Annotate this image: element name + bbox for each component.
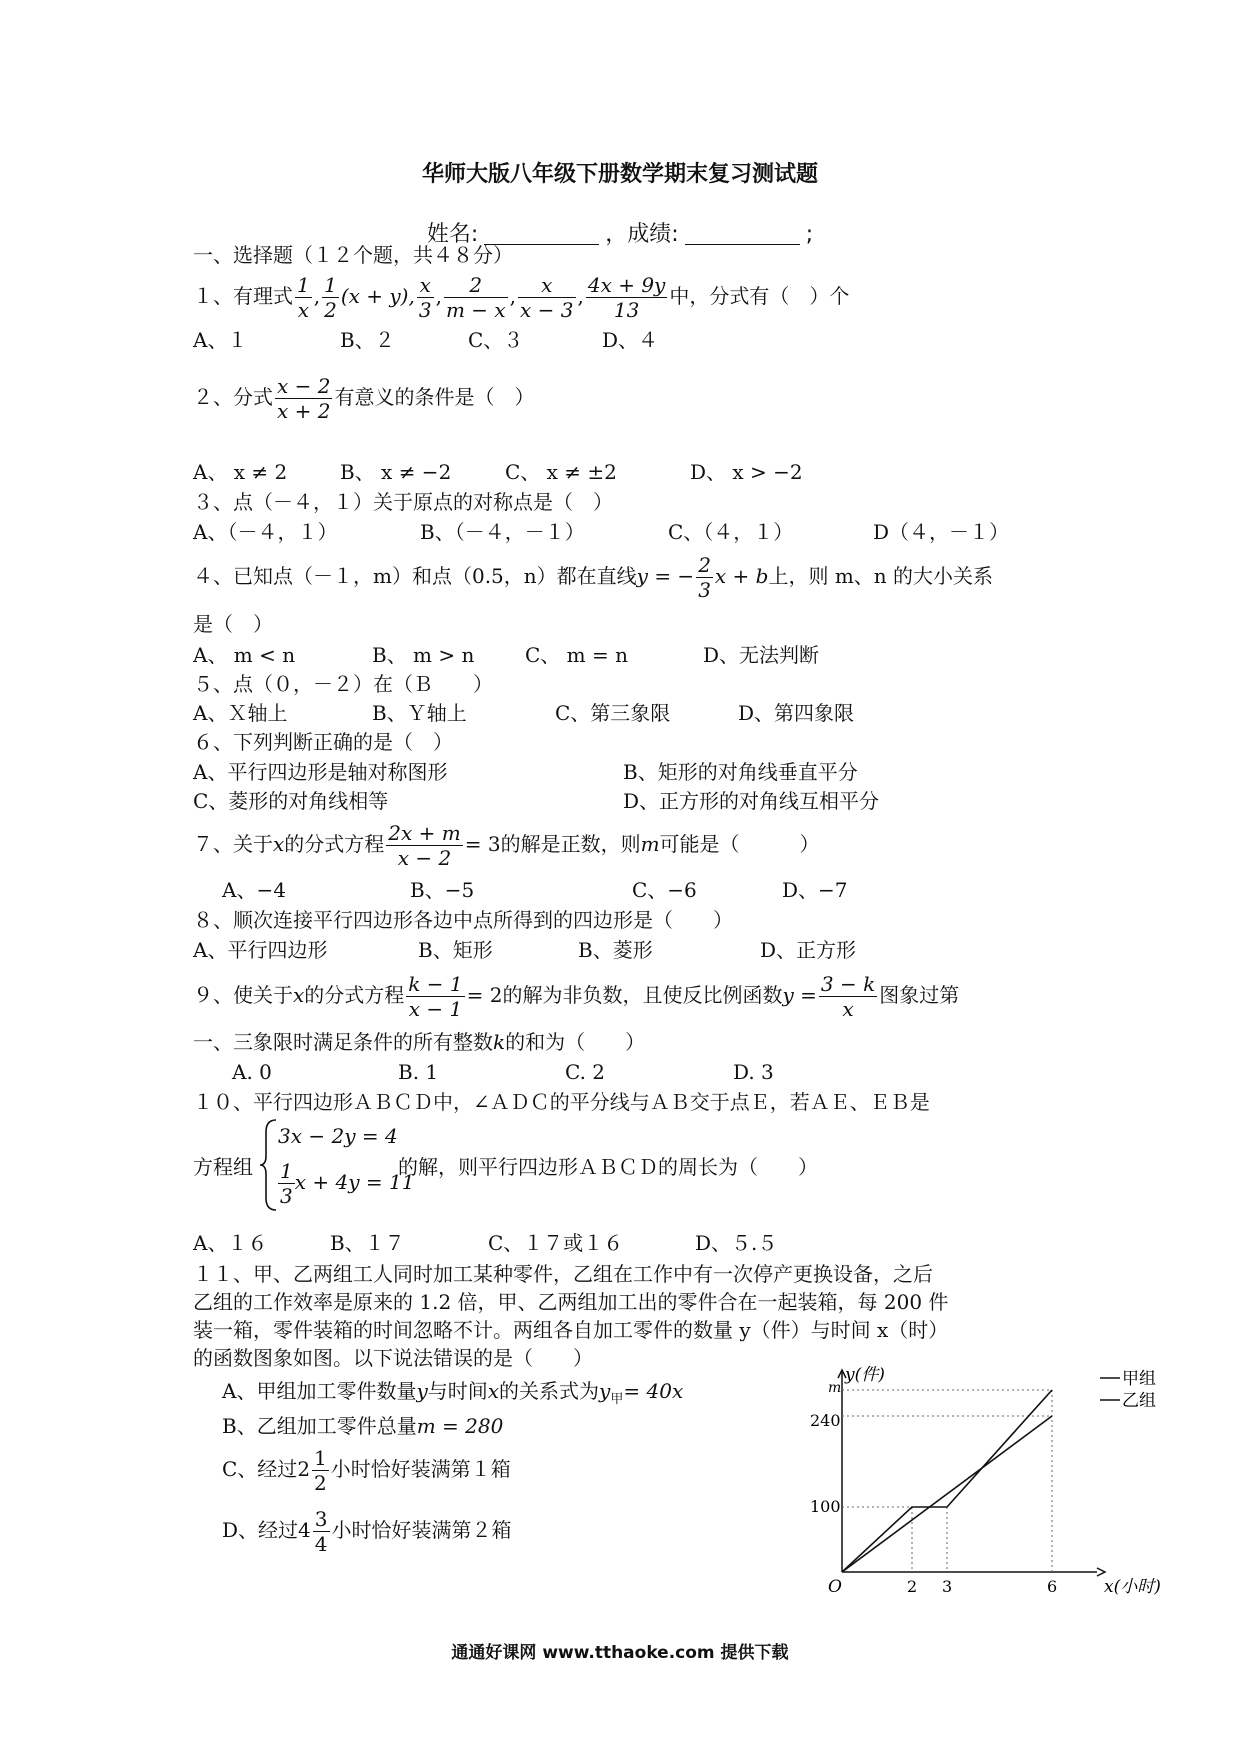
q7-option-d[interactable]: D、−7: [782, 878, 848, 902]
q10-brace: [258, 1118, 278, 1212]
q7-prefix: ７、关于: [193, 832, 273, 856]
q7-suffix: 的解是正数，则: [500, 832, 641, 856]
q10-system-label: 方程组: [193, 1155, 253, 1179]
q6-option-c[interactable]: C、菱形的对角线相等: [193, 789, 389, 813]
q7-option-a[interactable]: A、−4: [222, 878, 286, 902]
q1-frac-4: $\frac{2}{m - x}$: [445, 273, 506, 322]
q8-option-c[interactable]: B、菱形: [578, 938, 653, 962]
question-9-line2: 一、三象限时满足条件的所有整数k的和为（ ）: [193, 1030, 646, 1054]
q1-option-b[interactable]: B、２: [340, 328, 395, 352]
tick-x-6: 6: [1047, 1577, 1058, 1596]
q7-mid: 的分式方程: [284, 832, 385, 856]
page-title: 华师大版八年级下册数学期末复习测试题: [421, 162, 818, 187]
q4-eq-right: x + b: [714, 564, 769, 588]
question-11-line3: 装一箱，零件装箱的时间忽略不计。两组各自加工零件的数量 y（件）与时间 x（时）: [193, 1318, 949, 1342]
tick-y-m: m: [828, 1380, 842, 1396]
q11-option-a[interactable]: A、甲组加工零件数量y与时间x的关系式为$y_甲= 40x$: [222, 1379, 684, 1407]
q8-option-a[interactable]: A、平行四边形: [193, 938, 328, 962]
q4-fraction: $\frac{2}{3}$: [698, 553, 711, 602]
q3-option-c[interactable]: C、（４，１）: [668, 520, 794, 544]
legend-label-2: 乙组: [1122, 1391, 1156, 1411]
name-label: 姓名:: [426, 222, 479, 247]
name-row-end: ;: [805, 222, 814, 247]
q10-option-b[interactable]: B、１７: [330, 1231, 405, 1255]
q2-option-d[interactable]: D、 x > −2: [690, 460, 803, 484]
q6-option-d[interactable]: D、正方形的对角线互相平分: [623, 789, 880, 813]
name-blank[interactable]: [484, 224, 599, 245]
question-4-line2: 是（ ）: [193, 612, 273, 636]
tick-x-2: 2: [907, 1577, 918, 1596]
q9-option-d[interactable]: D. 3: [733, 1060, 774, 1084]
question-11-line1: １１、甲、乙两组工人同时加工某种零件，乙组在工作中有一次停产更换设备，之后: [193, 1262, 933, 1286]
q2-fraction: $\frac{x - 2}{x + 2}$: [277, 374, 331, 423]
q5-option-b[interactable]: B、Ｙ轴上: [372, 701, 467, 725]
q5-option-c[interactable]: C、第三象限: [555, 701, 671, 725]
q6-option-a[interactable]: A、平行四边形是轴对称图形: [193, 760, 448, 784]
q7-eq: = 3: [464, 832, 501, 856]
question-2: [193, 372, 534, 423]
q1-option-d[interactable]: D、４: [602, 328, 659, 352]
q2-suffix: 有意义的条件是（ ）: [334, 385, 535, 409]
tick-y-240: 240: [810, 1411, 841, 1430]
question-10: １０、平行四边形ＡＢＣＤ中，∠ＡＤＣ的平分线与ＡＢ交于点Ｅ，若ＡＥ、ＥＢ是: [193, 1090, 930, 1114]
q1-prefix: １、有理式: [193, 284, 293, 308]
q9-mid: 的分式方程: [304, 983, 405, 1007]
q9-prefix: ９、使关于: [193, 983, 293, 1007]
q9-suffix: 图象过第: [879, 983, 960, 1007]
legend-label-1: 甲组: [1122, 1369, 1156, 1389]
q9-yeq: y =: [782, 983, 817, 1007]
q3-option-a[interactable]: A、（－４，１）: [193, 520, 338, 544]
q5-option-d[interactable]: D、第四象限: [738, 701, 855, 725]
question-5: ５、点（０，－２）在（Ｂ ）: [193, 672, 493, 696]
q9-option-c[interactable]: C. 2: [565, 1060, 606, 1084]
q8-option-d[interactable]: D、正方形: [760, 938, 857, 962]
question-4: [193, 548, 993, 604]
q9-option-b[interactable]: B. 1: [398, 1060, 439, 1084]
q1-mid: (x + y),: [340, 284, 415, 308]
q1-frac-5: $\frac{x}{x - 3}$: [520, 273, 574, 322]
q9-fraction-1: $\frac{k - 1}{x - 1}$: [408, 972, 463, 1021]
q1-frac-2: $\frac{1}{2}$: [324, 273, 337, 322]
q7-var2: m: [640, 832, 660, 856]
name-score-row: [0, 217, 1240, 248]
q7-suffix2: 可能是（ ）: [659, 832, 820, 856]
question-11-line4: 的函数图象如图。以下说法错误的是（ ）: [193, 1346, 593, 1370]
q4-option-c[interactable]: C、 m = n: [525, 643, 628, 667]
question-11-line2: 乙组的工作效率是原来的 1.2 倍，甲、乙两组加工出的零件合在一起装箱，每 200 件: [193, 1290, 949, 1314]
footer-source: 通通好课网 www.tthaoke.com 提供下载: [451, 1643, 789, 1663]
q9-option-a[interactable]: A. 0: [232, 1060, 272, 1084]
question-1: １、有理式 $\frac{1}{x}$ , $\frac{1}{2}$ (x + y), $\frac{x}{3}$ , $\frac{2}{m - x}$ , $\frac{x}{x - 3}$ , $\frac{4x + 9y}{13}$ 中，分式有（ ）个: [193, 273, 850, 322]
q10-eq2: $\frac{1}{3}$ x + 4y = 11: [280, 1159, 415, 1208]
q7-var: x: [273, 832, 285, 856]
q10-option-c[interactable]: C、１７或１６: [488, 1231, 624, 1255]
q2-option-a[interactable]: A、 x ≠ 2: [193, 460, 288, 484]
q10-eq1: 3x − 2y = 4: [278, 1124, 398, 1148]
q1-frac-1: $\frac{1}{x}$: [297, 273, 310, 322]
question-8: ８、顺次连接平行四边形各边中点所得到的四边形是（ ）: [193, 908, 733, 932]
question-3: ３、点（－４，１）关于原点的对称点是（ ）: [193, 490, 613, 514]
q9-fraction-2: $\frac{3 - k}{x}$: [820, 972, 876, 1021]
q1-option-c[interactable]: C、３: [468, 328, 524, 352]
q7-option-c[interactable]: C、−6: [632, 878, 697, 902]
q9-eq: = 2: [466, 983, 503, 1007]
q5-option-a[interactable]: A、Ｘ轴上: [193, 701, 288, 725]
q3-option-d[interactable]: D（４，－１）: [873, 520, 1010, 544]
tick-x-3: 3: [942, 1577, 953, 1596]
score-label: ，成绩:: [605, 222, 679, 247]
q1-suffix: 中，分式有（ ）个: [669, 284, 850, 308]
score-blank[interactable]: [685, 224, 800, 245]
q2-option-b[interactable]: B、 x ≠ −2: [340, 460, 452, 484]
q1-frac-6: $\frac{4x + 9y}{13}$: [587, 273, 666, 322]
q9-var: x: [293, 983, 305, 1007]
q8-option-b[interactable]: B、矩形: [418, 938, 493, 962]
q7-option-b[interactable]: B、−5: [410, 878, 475, 902]
q3-option-b[interactable]: B、（－４，－１）: [420, 520, 585, 544]
q10-suffix: 的解，则平行四边形ＡＢＣＤ的周长为（ ）: [398, 1155, 818, 1179]
q9-mid2: 的解为非负数，且使反比例函数: [502, 983, 783, 1007]
q11-option-d[interactable]: D、经过4 $\frac{3}{4}$ 小时恰好装满第２箱: [222, 1507, 512, 1556]
q11-option-b[interactable]: B、乙组加工零件总量m = 280: [222, 1414, 504, 1438]
tick-origin: O: [828, 1577, 842, 1597]
x-axis-arrow: [1097, 1568, 1105, 1576]
q10-option-a[interactable]: A、１６: [193, 1231, 268, 1255]
q10-option-d[interactable]: D、５.５: [695, 1231, 778, 1255]
series-line-2: [842, 1390, 1052, 1572]
q1-frac-3: $\frac{x}{3}$: [418, 273, 432, 322]
q2-option-c[interactable]: C、 x ≠ ±2: [505, 460, 617, 484]
q4-prefix: ４、已知点（－１，m）和点（0.5，n）都在直线: [193, 564, 637, 588]
tick-y-100: 100: [810, 1497, 841, 1516]
q4-suffix: 上，则 m、n 的大小关系: [768, 564, 994, 588]
q1-option-a[interactable]: A、１: [193, 328, 248, 352]
q11-option-c[interactable]: C、经过2 $\frac{1}{2}$ 小时恰好装满第１箱: [222, 1446, 511, 1495]
q2-prefix: ２、分式: [193, 385, 273, 409]
q4-option-b[interactable]: B、 m > n: [372, 643, 475, 667]
section-heading: 一、选择题（１２个题，共４８分）: [193, 243, 513, 267]
q6-option-b[interactable]: B、矩形的对角线垂直平分: [623, 760, 858, 784]
q7-fraction: $\frac{2x + m}{x - 2}$: [388, 821, 461, 870]
q11-chart: [800, 1360, 1161, 1610]
y-axis-label: y(件): [845, 1365, 885, 1385]
q4-eq-left: y = −: [636, 564, 695, 588]
q4-option-d[interactable]: D、无法判断: [703, 643, 820, 667]
question-6: ６、下列判断正确的是（ ）: [193, 730, 453, 754]
question-9: [193, 966, 959, 1024]
q4-option-a[interactable]: A、 m < n: [193, 643, 296, 667]
question-7: [193, 818, 820, 870]
x-axis-label: x(小时): [1104, 1577, 1161, 1597]
